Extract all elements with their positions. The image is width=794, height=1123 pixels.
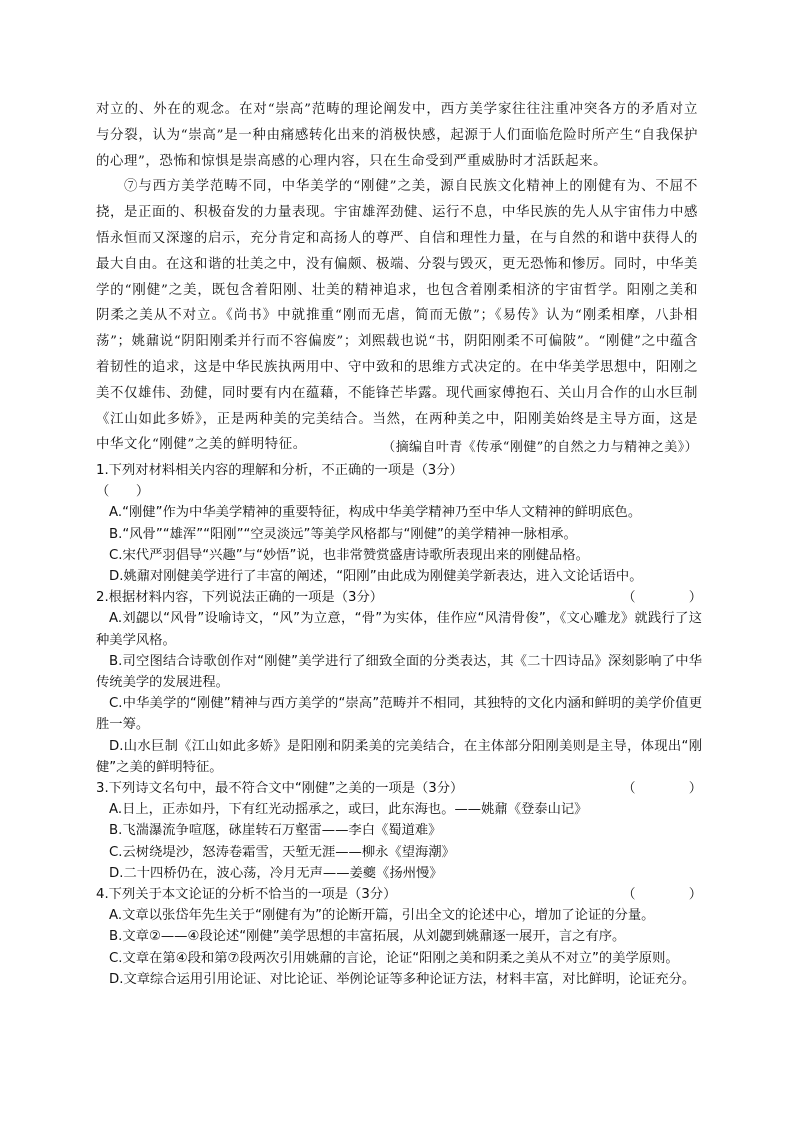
option-b: B.文章②——④段论述“刚健”美学思想的丰富拓展，从刘勰到姚鼐逐一展开，言之有序。	[109, 929, 626, 945]
question-stem	[96, 778, 702, 799]
answer-bracket[interactable]: （ ）	[622, 887, 702, 903]
question-stem	[96, 587, 702, 608]
question-list	[96, 460, 702, 990]
question-stem-text: 1.下列对材料相关内容的理解和分析，不正确的一项是（3分）	[96, 463, 463, 478]
option-d: D.文章综合运用引用论证、对比论证、举例论证等多种论证方法，材料丰富，对比鲜明，论证充分。	[109, 971, 696, 987]
option-d: D.山水巨制《江山如此多娇》是阳刚和阴柔美的完美结合，在主体部分阳刚美则是主导，体现出“刚健”之美的鲜明特征。	[96, 738, 702, 775]
option-c: C.云树绕堤沙，怒涛卷霜雪，天堑无涯——柳永《望海潮》	[109, 844, 455, 860]
question-4	[96, 884, 702, 990]
question-stem-text: 4.下列关于本文论证的分析不恰当的一项是（3分）	[96, 887, 397, 903]
answer-bracket[interactable]: （ ）	[622, 781, 702, 797]
question-stem-text: 2.根据材料内容，下列说法正确的一项是（3分）	[96, 590, 384, 606]
answer-bracket[interactable]: （ ）	[96, 484, 150, 500]
passage-source: （摘编自叶青《传承“刚健”的自然之力与精神之美》）	[382, 440, 698, 455]
option-a: A.文章以张岱年先生关于“刚健有为”的论断开篇，引出全文的论述中心，增加了论证的分量。	[109, 908, 655, 924]
question-3	[96, 778, 702, 884]
option-c: C.文章在第④段和第⑦段两次引用姚鼐的言论，论证“阳刚之美和阴柔之美从不对立”的美学原则。	[109, 950, 679, 966]
question-1	[96, 460, 702, 587]
question-stem	[96, 460, 702, 502]
answer-bracket[interactable]: （ ）	[622, 590, 702, 606]
question-stem	[96, 884, 702, 905]
option-b: B.司空图结合诗歌创作对“刚健”美学进行了细致全面的分类表达，其《二十四诗品》深刻影响了中华传统美学的发展进程。	[96, 653, 702, 691]
option-c: C.中华美学的“刚健”精神与西方美学的“崇高”范畴并不相同，其独特的文化内涵和鲜明的美学价值更胜一筹。	[96, 696, 702, 733]
option-b: B.飞湍瀑流争喧豗，砯崖转石万壑雷——李白《蜀道难》	[109, 823, 442, 839]
option-d: D.姚鼐对刚健美学进行了丰富的阐述，“阳刚”由此成为刚健美学新表达，进入文论话语中。	[109, 569, 643, 585]
question-stem-text: 3.下列诗文名句中，最不符合文中“刚健”之美的一项是（3分）	[96, 781, 464, 797]
option-a: A.日上，正赤如丹，下有红光动摇承之，或曰，此东海也。——姚鼐《登泰山记》	[109, 802, 588, 818]
passage-paragraph: ⑦与西方美学范畴不同，中华美学的“刚健”之美，源自民族文化精神上的刚健有为、不屈不挠，是正面的、积极奋发的力量表现。宇宙雄浑劲健、运行不息，中华民族的先人从宇宙伟力中感悟永恒而又深邃的启示，充分肯定和高扬人的尊严、自信和理性力量，在与自然的和谐中获得人的最大自由。在这和谐的壮美之中，没有偏颇、极端、分裂与毁灭，更无恐怖和惨厉。同时，中华美学的“刚健”之美，既包含着阳刚、壮美的精神追求，也包含着刚柔相济的宇宙哲学。阳刚之美和阴柔之美从不对立。《尚书》中就推重“刚而无虐，简而无傲”；《易传》认为“刚柔相摩，八卦相荡”；姚鼐说“阴阳刚柔并行而不容偏废”；刘熙载也说“书，阴阳刚柔不可偏陂”。“刚健”之中蕴含着韧性的追求，这是中华民族执两用中、守中致和的思维方式决定的。在中华美学思想中，阳刚之美不仅雄伟、劲健，同时要有内在蕴藉，不能锋芒毕露。现代画家傅抱石、关山月合作的山水巨制《江山如此多娇》，正是两种美的完美结合。当然，在两种美之中，阳刚美始终是主导方面，这是中华文化“刚健”之美的鲜明特征。	[96, 179, 698, 453]
question-2	[96, 587, 702, 778]
option-d: D.二十四桥仍在，波心荡，冷月无声——姜夔《扬州慢》	[109, 865, 443, 881]
option-a: A.刘勰以“风骨”设喻诗文，“风”为立意，“骨”为实体，佳作应“风清骨俊”，《文心雕龙》就践行了这种美学风格。	[96, 611, 702, 648]
reading-passage	[96, 97, 698, 458]
passage-paragraph: 对立的、外在的观念。在对“崇高”范畴的理论阐发中，西方美学家往往注重冲突各方的矛盾对立与分裂，认为“崇高”是一种由痛感转化出来的消极快感，起源于人们面临危险时所产生“自我保护的心理”，恐怖和惊惧是崇高感的心理内容，只在生命受到严重威胁时才活跃起来。	[96, 102, 698, 169]
option-a: A.“刚健”作为中华美学精神的重要特征，构成中华美学精神乃至中华人文精神的鲜明底色。	[109, 505, 642, 521]
option-b: B.“风骨”“雄浑”“阳刚”“空灵淡远”等美学风格都与“刚健”的美学精神一脉相承。	[109, 526, 577, 542]
option-c: C.宋代严羽倡导“兴趣”与“妙悟”说，也非常赞赏盛唐诗歌所表现出来的刚健品格。	[109, 547, 589, 563]
